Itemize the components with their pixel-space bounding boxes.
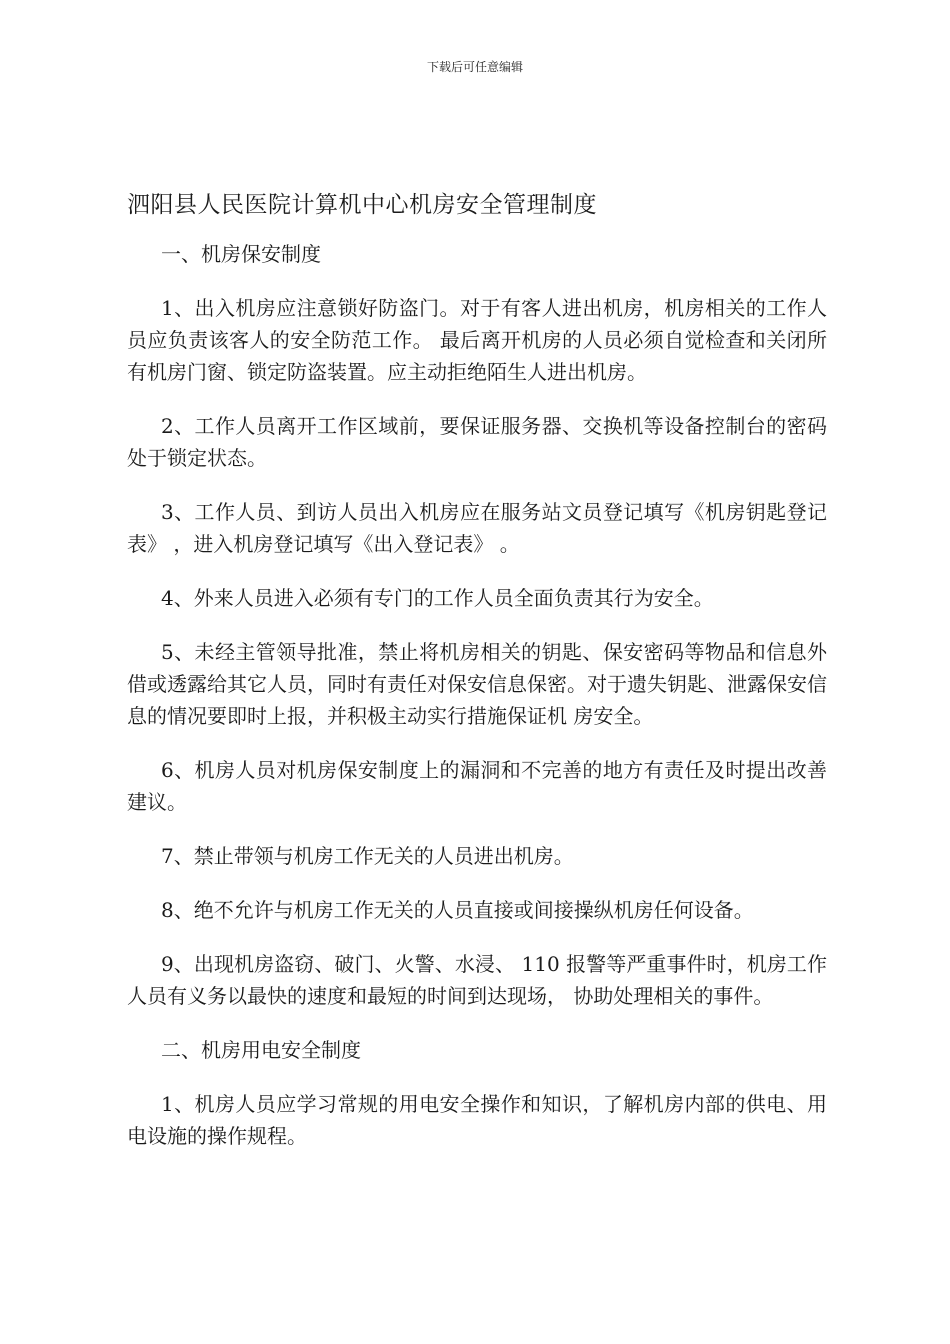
header-note: 下载后可任意编辑 xyxy=(426,60,523,74)
paragraph: 3、工作人员、到访人员出入机房应在服务站文员登记填写《机房钥匙登记表》 ，进入机房登记填写《出入登记表》 。 xyxy=(127,500,827,556)
document-body xyxy=(127,188,827,1174)
paragraph: 2、工作人员离开工作区域前，要保证服务器、交换机等设备控制台的密码处于锁定状态。 xyxy=(127,414,827,470)
paragraph: 4、外来人员进入必须有专门的工作人员全面负责其行为安全。 xyxy=(161,586,714,610)
paragraph: 5、未经主管领导批准，禁止将机房相关的钥匙、保安密码等物品和信息外借或透露给其它人员，同时有责任对保安信息保密。对于遗失钥匙、泄露保安信息的情况要即时上报，并积极主动实行措施保证机 房安全。 xyxy=(127,640,827,728)
document-title: 泗阳县人民医院计算机中心机房安全管理制度 xyxy=(127,192,597,218)
section-heading-electrical: 二、机房用电安全制度 xyxy=(161,1038,361,1062)
paragraph: 9、出现机房盗窃、破门、火警、水浸、 110 报警等严重事件时，机房工作人员有义务以最快的速度和最短的时间到达现场， 协助处理相关的事件。 xyxy=(127,952,827,1008)
paragraph: 1、出入机房应注意锁好防盗门。对于有客人进出机房，机房相关的工作人员应负责该客人的安全防范工作。 最后离开机房的人员必须自觉检查和关闭所有机房门窗、锁定防盗装置。应主动拒绝陌生人进出机房。 xyxy=(127,296,827,384)
paragraph: 6、机房人员对机房保安制度上的漏洞和不完善的地方有责任及时提出改善建议。 xyxy=(127,758,827,814)
paragraph: 1、机房人员应学习常规的用电安全操作和知识，了解机房内部的供电、用电设施的操作规程。 xyxy=(127,1092,827,1148)
paragraph: 7、禁止带领与机房工作无关的人员进出机房。 xyxy=(161,844,574,868)
section-heading-security: 一、机房保安制度 xyxy=(161,242,321,266)
paragraph: 8、绝不允许与机房工作无关的人员直接或间接操纵机房任何设备。 xyxy=(161,898,754,922)
